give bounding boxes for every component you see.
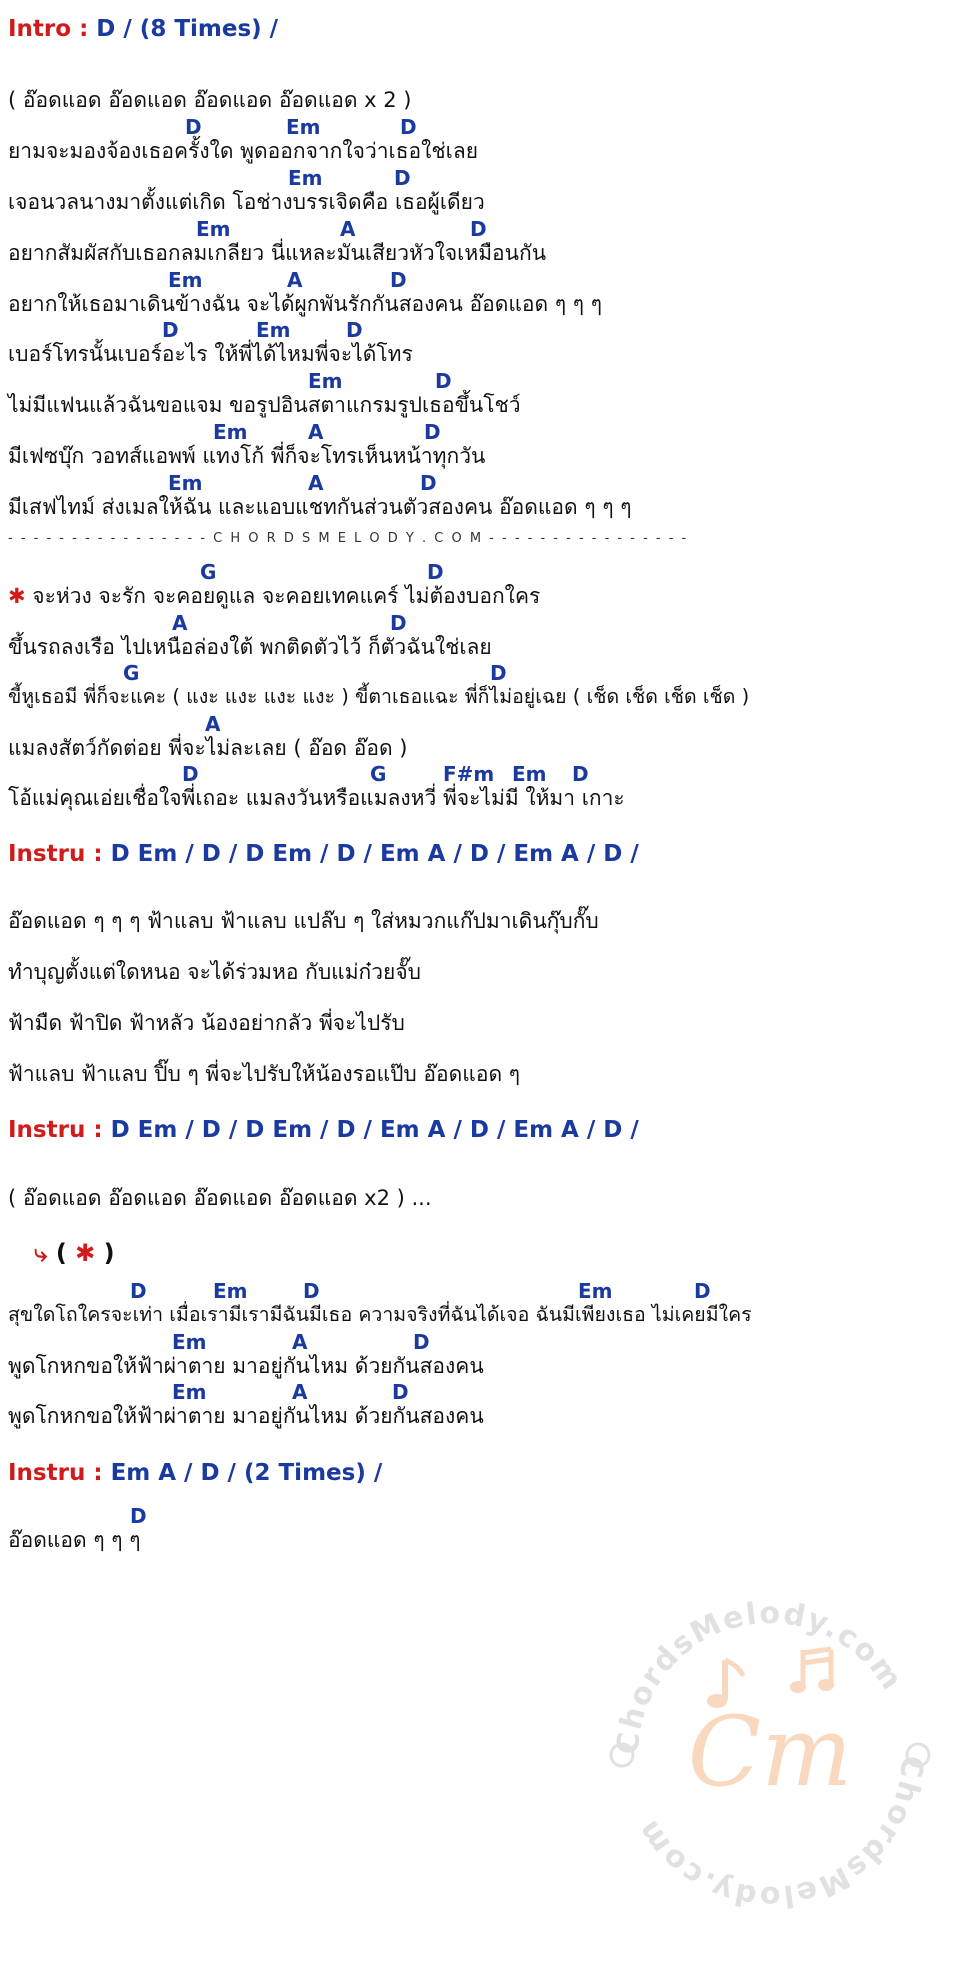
watermark-monogram: Cm <box>687 1696 853 1808</box>
chord: D <box>694 1279 711 1303</box>
lyric-line: แมลงสัตว์กัดต่อย พี่จะไม่ละเลย ( อ๊อด อ๊อด ) <box>8 736 408 760</box>
chord: Em <box>172 1380 207 1404</box>
lyric-line: อ๊อดแอด ๆ ๆ ๆ ฟ้าแลบ ฟ้าแลบ แปล๊บ ๆ ใส่หมวกแก๊ปมาเดินกุ๊บกั๊บ <box>8 909 599 933</box>
lyric-line: มีเสฟไทม์ ส่งเมลให้ฉัน และแอบแชทกันส่วนตัวสองคน อ๊อดแอด ๆ ๆ ๆ <box>8 495 632 519</box>
chord: D <box>346 318 363 342</box>
paren-close: ) <box>103 1239 115 1267</box>
chord: D <box>303 1279 320 1303</box>
chord: D <box>427 560 444 584</box>
lyric-line: ฟ้าแลบ ฟ้าแลบ ปิ๊บ ๆ พี่จะไปรับให้น้องรอแป๊บ อ๊อดแอด ๆ <box>8 1062 521 1086</box>
chord: Em <box>286 115 321 139</box>
chorus-star-icon: ✱ <box>8 584 26 608</box>
chord: D <box>420 471 437 495</box>
chord: D <box>424 420 441 444</box>
instru-sequence: D Em / D / D Em / D / Em A / D / Em A / D / <box>110 1117 639 1143</box>
lyric-line: ขี้หูเธอมี พี่ก็จะแคะ ( แงะ แงะ แงะ แงะ ) ขี้ตาเธอแฉะ พี่ก็ไม่อยู่เฉย ( เช็ด เช็ด เช็ด เช็ด ) <box>8 685 750 708</box>
lyric-line: ( อ๊อดแอด อ๊อดแอด อ๊อดแอด อ๊อดแอด x 2 ) <box>8 88 412 112</box>
chord: D <box>390 611 407 635</box>
chorus-star-icon: ✱ <box>75 1239 96 1267</box>
lyric-line: ทำบุญตั้งแต่ใดหนอ จะได้ร่วมหอ กับแม่ก๋วยจั๊บ <box>8 960 421 984</box>
chord: D <box>470 217 487 241</box>
instru-sequence: Em A / D / (2 Times) / <box>110 1460 383 1486</box>
chord: A <box>308 420 324 444</box>
instru-label: Instru : <box>8 1460 103 1486</box>
instru-line <box>8 839 639 869</box>
lyric-line: เจอนวลนางมาตั้งแต่เกิด โอช่างบรรเจิดคือ เธอผู้เดียว <box>8 190 485 214</box>
chord: Em <box>168 471 203 495</box>
chord: Em <box>213 1279 248 1303</box>
chord: A <box>287 268 303 292</box>
lyric-line: อยากให้เธอมาเดินข้างฉัน จะได้ผูกพันรักกันสองคน อ๊อดแอด ๆ ๆ ๆ <box>8 292 603 316</box>
chord: D <box>162 318 179 342</box>
chord: G <box>123 661 140 685</box>
chord: A <box>340 217 356 241</box>
chord: F#m <box>443 762 495 786</box>
lyric-line: ( อ๊อดแอด อ๊อดแอด อ๊อดแอด อ๊อดแอด x2 ) ... <box>8 1186 432 1210</box>
chord: Em <box>196 217 231 241</box>
chord: D <box>572 762 589 786</box>
chord: D <box>490 661 507 685</box>
lyric-text: จะห่วง จะรัก จะคอยดูแล จะคอยเทคแคร์ ไม่ต้องบอกใคร <box>32 584 541 608</box>
chord: D <box>130 1279 147 1303</box>
chord: D <box>394 166 411 190</box>
instru-sequence: D Em / D / D Em / D / Em A / D / Em A / D / <box>110 841 639 867</box>
chord: Em <box>308 369 343 393</box>
music-notes-icon <box>790 1649 834 1693</box>
lyric-line <box>8 582 540 610</box>
chord: A <box>205 712 221 736</box>
lyric-line: อ๊อดแอด ๆ ๆ ๆ <box>8 1528 141 1552</box>
lyric-line: อยากสัมผัสกับเธอกลมเกลียว นี่แหละมันเสียวหัวใจเหมือนกัน <box>8 241 547 265</box>
intro-line <box>8 14 278 44</box>
chord: D <box>182 762 199 786</box>
site-divider: - - - - - - - - - - - - - - - - C H O R D S M E L O D Y . C O M - - - - - - - - - - - - - - - - <box>8 531 689 546</box>
lyric-line: สุขใดโถใครจะเท่า เมื่อเรามีเรามีฉันมีเธอ ความจริงที่ฉันได้เจอ ฉันมีเพียงเธอ ไม่เคยมีใคร <box>8 1303 752 1326</box>
chord: D <box>130 1504 147 1528</box>
chord: Em <box>578 1279 613 1303</box>
lyric-line: ยามจะมองจ้องเธอครั้งใด พูดออกจากใจว่าเธอใช่เลย <box>8 139 478 163</box>
lyric-line: ไม่มีแฟนแล้วฉันขอแจม ขอรูปอินสตาแกรมรูปเธอขึ้นโชว์ <box>8 393 521 417</box>
lyric-line: ฟ้ามืด ฟ้าปิด ฟ้าหลัว น้องอย่ากลัว พี่จะไปรับ <box>8 1011 405 1035</box>
chord: A <box>292 1330 308 1354</box>
chord: D <box>435 369 452 393</box>
chordsmelody-watermark-logo <box>590 1575 950 1935</box>
watermark-ring-text: ChordsMelody.com <box>630 1754 930 1915</box>
chord: D <box>185 115 202 139</box>
chord: D <box>400 115 417 139</box>
chord: Em <box>512 762 547 786</box>
instru-label: Instru : <box>8 841 103 867</box>
chord: D <box>413 1330 430 1354</box>
repeat-chorus-marker <box>34 1238 115 1268</box>
chord: Em <box>213 420 248 444</box>
paren-open: ( <box>55 1239 67 1267</box>
watermark-ring-text: ChordsMelody.com <box>610 1595 910 1756</box>
intro-sequence: D / (8 Times) / <box>96 16 279 42</box>
chord: Em <box>256 318 291 342</box>
lyric-line: โอ้แม่คุณเอ่ยเชื่อใจพี่เถอะ แมลงวันหรือแมลงหวี่ พี่จะไม่มี ให้มา เกาะ <box>8 786 625 810</box>
instru-line <box>8 1458 382 1488</box>
intro-label: Intro : <box>8 16 89 42</box>
chord: D <box>392 1380 409 1404</box>
lyric-line: ขึ้นรถลงเรือ ไปเหนือล่องใต้ พกติดตัวไว้ ก็ตัวฉันใช่เลย <box>8 635 492 659</box>
lyric-line: เบอร์โทรนั้นเบอร์อะไร ให้พี่ได้ไหมพี่จะได้โทร <box>8 342 413 366</box>
chord: Em <box>172 1330 207 1354</box>
instru-line <box>8 1115 639 1145</box>
chord: G <box>200 560 217 584</box>
chord: A <box>308 471 324 495</box>
instru-label: Instru : <box>8 1117 103 1143</box>
lyric-line: มีเฟซบุ๊ก วอทส์แอพพ์ แทงโก้ พี่ก็จะโทรเห็นหน้าทุกวัน <box>8 444 486 468</box>
chord: A <box>292 1380 308 1404</box>
chord: Em <box>168 268 203 292</box>
chord: Em <box>288 166 323 190</box>
lyric-line: พูดโกหกขอให้ฟ้าผ่าตาย มาอยู่กันไหม ด้วยกันสองคน <box>8 1404 484 1428</box>
lyric-line: พูดโกหกขอให้ฟ้าผ่าตาย มาอยู่กันไหม ด้วยกันสองคน <box>8 1354 484 1378</box>
chord: A <box>172 611 188 635</box>
chord: G <box>370 762 387 786</box>
return-arrow-icon: ⤷ <box>34 1239 48 1267</box>
chord: D <box>390 268 407 292</box>
